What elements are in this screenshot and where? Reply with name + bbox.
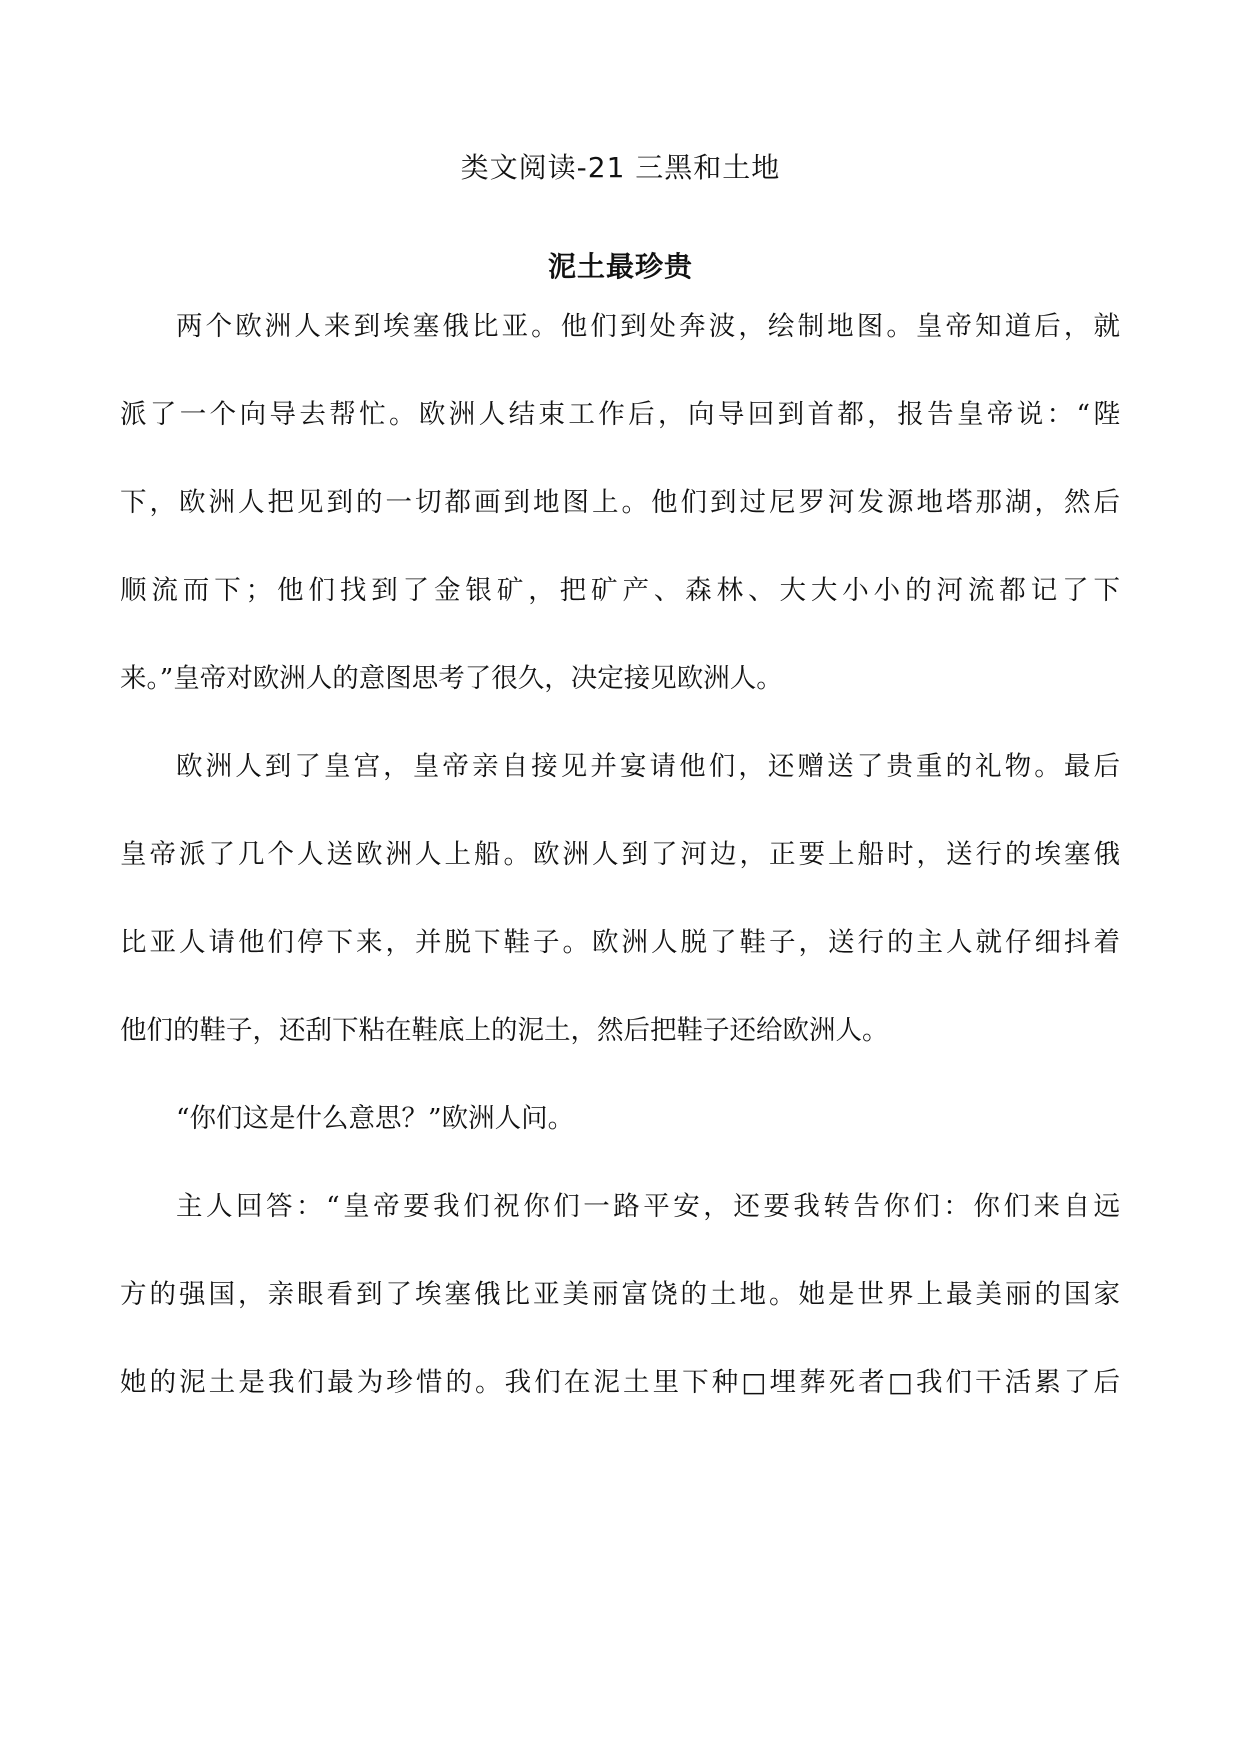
text-line: 顺流而下；他们找到了金银矿，把矿产、森林、大大小小的河流都记了下 (120, 575, 1120, 606)
text-line: 皇帝派了几个人送欧洲人上船。欧洲人到了河边，正要上船时，送行的埃塞俄 (120, 839, 1120, 870)
text-line: 方的强国，亲眼看到了埃塞俄比亚美丽富饶的土地。她是世界上最美丽的国家 (120, 1279, 1120, 1310)
text-line: 比亚人请他们停下来，并脱下鞋子。欧洲人脱了鞋子，送行的主人就仔细抖着 (120, 927, 1120, 958)
text-line: 来。”皇帝对欧洲人的意图思考了很久，决定接见欧洲人。 (120, 663, 783, 694)
text-line: 主人回答：“皇帝要我们祝你们一路平安，还要我转告你们：你们来自远 (176, 1191, 1120, 1222)
document-subtitle: 泥土最珍贵 (547, 250, 693, 283)
text-line: “你们这是什么意思？”欧洲人问。 (176, 1103, 575, 1134)
text-line: 欧洲人到了皇宫，皇帝亲自接见并宴请他们，还赠送了贵重的礼物。最后 (176, 751, 1120, 782)
text-line: 下，欧洲人把见到的一切都画到地图上。他们到过尼罗河发源地塔那湖，然后 (120, 487, 1120, 518)
text-line: 她的泥土是我们最为珍惜的。我们在泥土里下种□埋葬死者□我们干活累了后 (120, 1367, 1120, 1398)
text-line: 两个欧洲人来到埃塞俄比亚。他们到处奔波，绘制地图。皇帝知道后，就 (176, 311, 1120, 342)
text-line: 派了一个向导去帮忙。欧洲人结束工作后，向导回到首都，报告皇帝说：“陛 (120, 399, 1120, 430)
document-title: 类文阅读-21 三黑和土地 (460, 151, 781, 184)
text-line: 他们的鞋子，还刮下粘在鞋底上的泥土，然后把鞋子还给欧洲人。 (120, 1015, 889, 1046)
